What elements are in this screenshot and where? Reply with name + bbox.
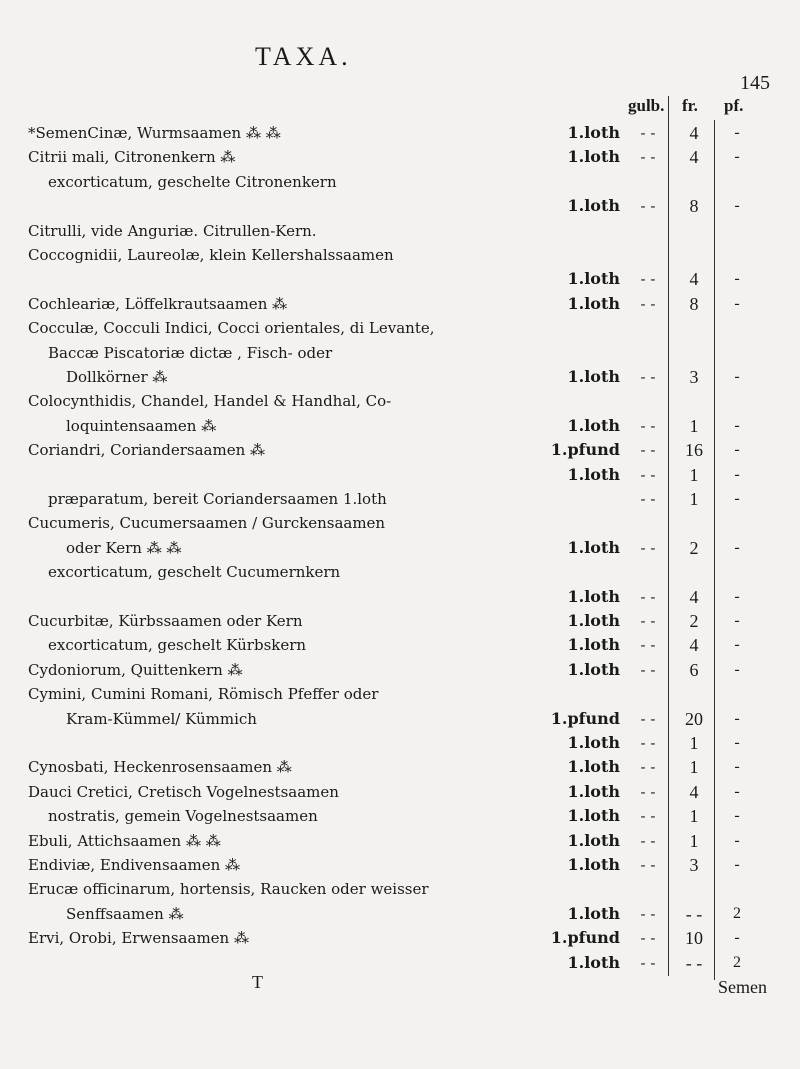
quantity-cell: 1.loth (567, 952, 620, 972)
table-row (0, 145, 800, 171)
entry-text: Dauci Cretici, Cretisch Vogelnestsaamen (28, 782, 339, 801)
quantity-cell: 1.loth (567, 293, 620, 313)
gulden-cell: - - (640, 758, 656, 777)
pfennig-cell: - (734, 368, 740, 385)
franc-cell: 1 (689, 830, 699, 851)
entry-text: Colocynthidis, Chandel, Handel & Handhal, Co- (28, 392, 392, 411)
gulden-cell: - - (640, 953, 656, 972)
franc-cell: 2 (689, 537, 699, 558)
table-row (0, 438, 800, 464)
quantity-cell: 1.loth (567, 537, 620, 557)
pfennig-cell: - (734, 929, 740, 947)
franc-cell: 1 (689, 806, 699, 827)
table-row (0, 560, 800, 586)
pfennig-cell: - (734, 197, 740, 215)
entry-text: Coriandri, Coriandersaamen ⁂ (28, 441, 266, 460)
running-title: TAXA. (255, 42, 352, 71)
gulden-cell: - - (640, 416, 656, 435)
table-row (0, 511, 800, 537)
franc-cell: 8 (689, 196, 699, 217)
quantity-cell: 1.loth (567, 757, 620, 777)
entry-text: Senffsaamen ⁂ (66, 904, 184, 923)
entry-text: Citrii mali, Citronenkern ⁂ (28, 148, 236, 167)
quantity-cell: 1.loth (567, 611, 620, 630)
pfennig-cell: - (734, 856, 740, 873)
franc-cell: 3 (689, 855, 699, 875)
table-row (0, 219, 800, 245)
franc-cell: 10 (685, 928, 703, 949)
franc-cell: 16 (685, 440, 703, 461)
table-row (0, 389, 800, 415)
franc-cell: 4 (689, 147, 699, 168)
franc-cell: 4 (689, 123, 699, 143)
gulden-cell: - - (640, 538, 656, 557)
gulden-cell: - - (640, 490, 656, 508)
table-row (0, 267, 800, 293)
quantity-cell: 1.loth (567, 123, 620, 142)
table-row (0, 731, 800, 757)
entry-text: nostratis, gemein Vogelnestsaamen (48, 807, 318, 826)
catchword: Semen (718, 977, 767, 997)
quantity-cell: 1.loth (567, 903, 620, 923)
pfennig-cell: - (734, 782, 740, 800)
column-header-pf: pf. (724, 96, 744, 115)
pfennig-cell: - (734, 465, 740, 483)
gulden-cell: - - (640, 807, 656, 826)
pfennig-cell: - (734, 734, 740, 751)
table-row (0, 780, 800, 806)
franc-cell: 2 (689, 611, 699, 631)
gulden-cell: - - (640, 782, 656, 801)
column-header-fr: fr. (682, 96, 698, 115)
pfennig-cell: - (734, 612, 740, 629)
entry-text: Cymini, Cumini Romani, Römisch Pfeffer oder (28, 685, 379, 704)
gulden-cell: - - (640, 587, 656, 606)
entry-text: Baccæ Piscatoriæ dictæ , Fisch- oder (48, 343, 333, 362)
quantity-cell: 1.loth (567, 147, 620, 167)
table-row (0, 609, 800, 635)
pfennig-cell: - (734, 709, 740, 727)
page-number: 145 (740, 72, 770, 94)
entry-text: Cocculæ, Cocculi Indici, Cocci orientales, di Levante, (28, 319, 435, 338)
quantity-cell: 1.loth (567, 415, 620, 435)
gulden-cell: - - (640, 441, 656, 460)
franc-cell: - - (685, 903, 703, 924)
entry-text: *SemenCinæ, Wurmsaamen ⁂ ⁂ (28, 124, 281, 142)
franc-cell: 4 (689, 269, 699, 290)
quantity-cell: 1.loth (567, 269, 620, 289)
entry-text: Coccognidii, Laureolæ, klein Kellershalssaamen (28, 246, 394, 264)
quantity-cell: 1.loth (567, 635, 620, 655)
entry-text: excorticatum, geschelt Kürbskern (48, 636, 307, 655)
entry-text: Ervi, Orobi, Erwensaamen ⁂ (28, 929, 249, 948)
table-row (0, 243, 800, 269)
franc-cell: 4 (689, 781, 699, 802)
signature-mark: T (252, 972, 263, 992)
entry-text: Kram-Kümmel/ Kümmich (66, 709, 257, 728)
table-row (0, 316, 800, 342)
franc-cell: 20 (685, 708, 703, 729)
quantity-cell: 1.pfund (550, 708, 620, 728)
table-row (0, 487, 800, 513)
table-row (0, 194, 800, 220)
pfennig-cell: - (734, 294, 740, 312)
entry-text: Cydoniorum, Quittenkern ⁂ (28, 660, 243, 679)
column-header-guld: gulb. (628, 96, 665, 115)
franc-cell: 4 (689, 635, 699, 656)
pfennig-cell: - (734, 270, 740, 288)
quantity-cell: 1.pfund (550, 440, 620, 460)
quantity-cell: 1.loth (567, 367, 620, 386)
gulden-cell: - - (640, 612, 656, 630)
franc-cell: - - (685, 952, 703, 973)
quantity-cell: 1.loth (567, 464, 620, 484)
quantity-cell: 1.loth (567, 586, 620, 606)
table-row (0, 682, 800, 708)
gulden-cell: - - (640, 465, 656, 484)
pfennig-cell: - (734, 416, 740, 434)
gulden-cell: - - (640, 929, 656, 948)
quantity-cell: 1.pfund (550, 928, 620, 948)
table-row (0, 877, 800, 903)
pfennig-cell: - (734, 124, 740, 141)
table-row (0, 755, 800, 781)
entry-text: Citrulli, vide Anguriæ. Citrullen-Kern. (28, 221, 317, 240)
pfennig-cell: - (734, 441, 740, 459)
franc-cell: 8 (689, 293, 699, 314)
gulden-cell: - - (640, 148, 656, 167)
pfennig-cell: - (734, 538, 740, 556)
pfennig-cell: - (734, 758, 740, 776)
entry-text: Cucumeris, Cucumersaamen / Gurckensaamen (28, 514, 386, 533)
franc-cell: 4 (689, 586, 699, 607)
pfennig-cell: - (734, 587, 740, 605)
quantity-cell: 1.loth (567, 806, 620, 826)
gulden-cell: - - (640, 904, 656, 923)
table-row (0, 536, 800, 562)
franc-cell: 1 (689, 415, 699, 436)
gulden-cell: - - (640, 124, 656, 142)
entry-text: excorticatum, geschelte Citronenkern (48, 172, 337, 191)
entry-text: Dollkörner ⁂ (66, 368, 168, 386)
gulden-cell: - - (640, 709, 656, 728)
quantity-cell: 1.loth (567, 830, 620, 850)
gulden-cell: - - (640, 856, 656, 874)
pfennig-cell: - (734, 490, 740, 507)
franc-cell: 1 (689, 733, 699, 753)
table-row (0, 902, 800, 928)
entry-text: Erucæ officinarum, hortensis, Raucken oder weisser (28, 880, 429, 899)
entry-text: præparatum, bereit Coriandersaamen 1.loth (48, 490, 387, 508)
franc-cell: 1 (689, 464, 699, 485)
table-row (0, 121, 800, 147)
pfennig-cell: - (734, 148, 740, 166)
franc-cell: 1 (689, 489, 699, 509)
table-row (0, 414, 800, 440)
entry-text: Cynosbati, Heckenrosensaamen ⁂ (28, 758, 292, 777)
table-row (0, 829, 800, 855)
gulden-cell: - - (640, 197, 656, 216)
table-row (0, 365, 800, 391)
pfennig-cell: - (734, 660, 740, 678)
quantity-cell: 1.loth (567, 733, 620, 752)
table-row (0, 707, 800, 733)
entry-text: Cochleariæ, Löffelkrautsaamen ⁂ (28, 294, 288, 313)
gulden-cell: - - (640, 294, 656, 313)
table-row (0, 341, 800, 367)
table-row (0, 633, 800, 659)
gulden-cell: - - (640, 660, 656, 679)
quantity-cell: 1.loth (567, 781, 620, 801)
franc-cell: 1 (689, 757, 699, 778)
entry-text: Ebuli, Attichsaamen ⁂ ⁂ (28, 831, 221, 850)
table-row (0, 585, 800, 611)
table-row (0, 170, 800, 196)
entry-text: oder Kern ⁂ ⁂ (66, 538, 182, 557)
pfennig-cell: - (734, 807, 740, 825)
table-row (0, 658, 800, 684)
table-row (0, 292, 800, 318)
table-row (0, 463, 800, 489)
gulden-cell: - - (640, 270, 656, 289)
entry-text: loquintensaamen ⁂ (66, 416, 217, 435)
table-row (0, 804, 800, 830)
franc-cell: 6 (689, 659, 699, 680)
gulden-cell: - - (640, 734, 656, 752)
quantity-cell: 1.loth (567, 659, 620, 679)
table-row (0, 853, 800, 879)
entry-text: Cucurbitæ, Kürbssaamen oder Kern (28, 612, 303, 630)
gulden-cell: - - (640, 636, 656, 655)
entry-text: Endiviæ, Endivensaamen ⁂ (28, 856, 241, 874)
gulden-cell: - - (640, 368, 656, 386)
pfennig-cell: 2 (733, 953, 741, 971)
table-row (0, 926, 800, 952)
gulden-cell: - - (640, 831, 656, 850)
pfennig-cell: - (734, 831, 740, 849)
pfennig-cell: 2 (733, 904, 741, 922)
franc-cell: 3 (689, 367, 699, 387)
entry-text: excorticatum, geschelt Cucumernkern (48, 563, 341, 582)
quantity-cell: 1.loth (567, 855, 620, 874)
quantity-cell: 1.loth (567, 196, 620, 216)
pfennig-cell: - (734, 636, 740, 654)
table-row (0, 951, 800, 977)
